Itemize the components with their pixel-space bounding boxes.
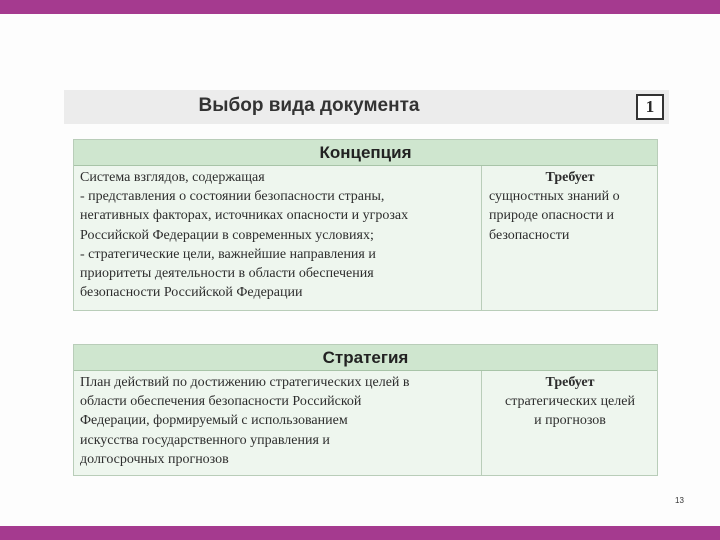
concept-description: [74, 166, 482, 310]
page-title: Выбор вида документа: [198, 95, 420, 116]
page-number: 13: [675, 496, 684, 505]
concept-line: Российской Федерации в современных условиях;: [80, 227, 374, 243]
requirement-heading: Требует: [545, 375, 595, 390]
title-bar: [64, 90, 669, 124]
concept-line: безопасности Российской Федерации: [80, 285, 303, 301]
concept-card: [73, 139, 658, 311]
strategy-line: Федерации, формируемый с использованием: [80, 413, 348, 429]
requirement-line: природе опасности и: [489, 208, 614, 224]
requirement-line: стратегических целей: [505, 394, 635, 410]
requirement-heading: Требует: [545, 170, 595, 185]
concept-line: Система взглядов, содержащая: [80, 170, 265, 185]
requirement-line: безопасности: [489, 227, 570, 243]
requirement-line: и прогнозов: [534, 413, 606, 429]
strategy-card: [73, 344, 658, 476]
strategy-line: искусства государственного управления и: [80, 432, 330, 448]
slide-number-box: 1: [636, 94, 664, 120]
strategy-line: План действий по достижению стратегических целей в: [80, 375, 410, 390]
strategy-line: области обеспечения безопасности Российской: [80, 394, 362, 410]
concept-requirement: [483, 166, 657, 310]
requirement-line: сущностных знаний о: [489, 189, 620, 205]
strategy-requirement: [483, 371, 657, 475]
strategy-heading: Стратегия: [74, 345, 657, 371]
concept-line: негативных факторах, источниках опасности и угрозах: [80, 208, 409, 224]
concept-line: приоритеты деятельности в области обеспечения: [80, 266, 374, 282]
strategy-description: [74, 371, 482, 475]
document-page: [0, 14, 720, 526]
concept-heading: Концепция: [74, 140, 657, 166]
concept-body: [74, 166, 657, 310]
strategy-body: [74, 371, 657, 475]
strategy-line: долгосрочных прогнозов: [80, 451, 229, 467]
concept-line: - представления о состоянии безопасности страны,: [80, 189, 385, 205]
concept-line: - стратегические цели, важнейшие направления и: [80, 246, 376, 262]
